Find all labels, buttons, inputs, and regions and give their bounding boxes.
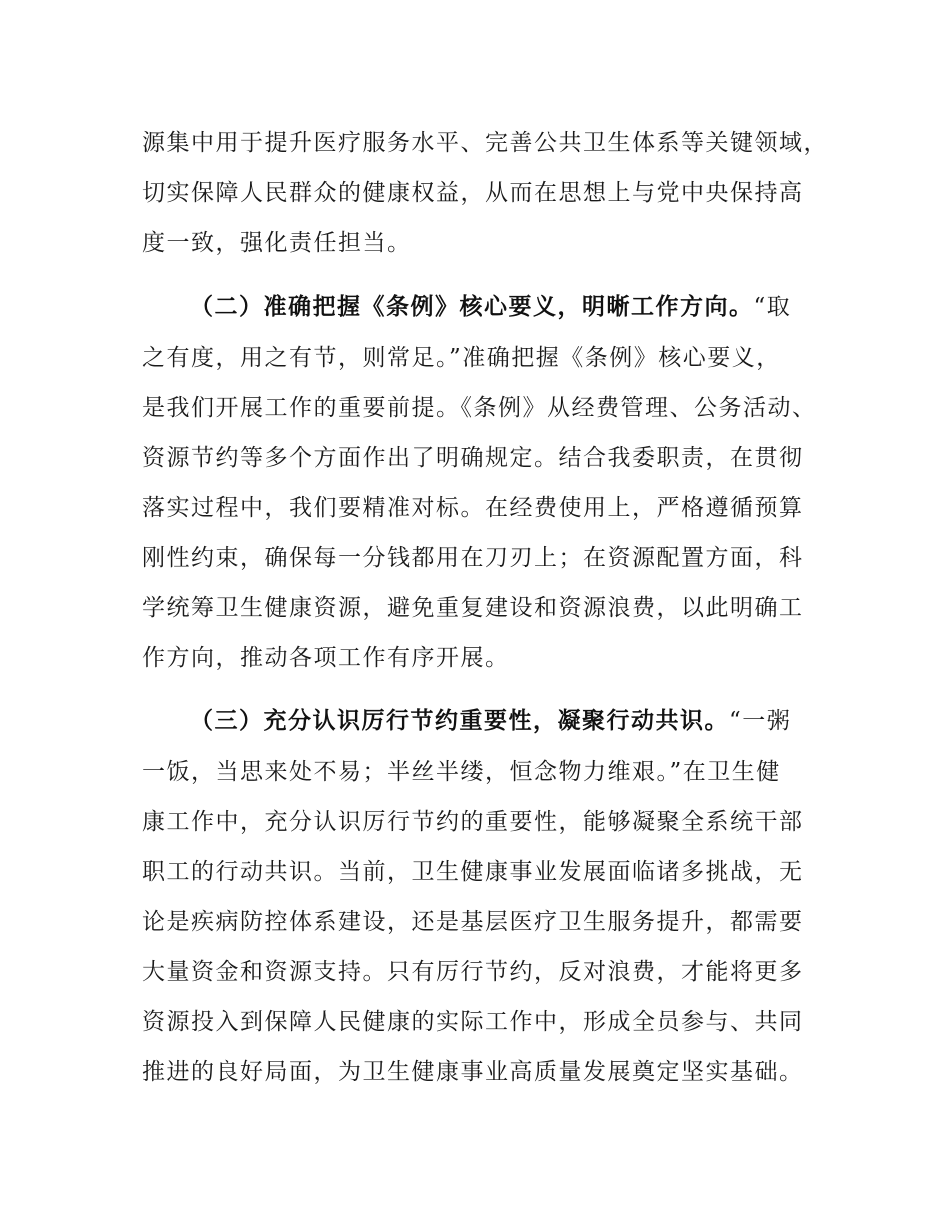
text-line: 学统筹卫生健康资源，避免重复建设和资源浪费，以此明确工 xyxy=(142,595,804,621)
text-line: 之有度，用之有节，则常足。”准确把握《条例》核心要义， xyxy=(142,345,781,371)
text-line: 资源节约等多个方面作出了明确规定。结合我委职责，在贯彻 xyxy=(142,445,804,471)
text-line: 作方向，推动各项工作有序开展。 xyxy=(142,645,510,671)
text-line: 一饭，当思来处不易；半丝半缕，恒念物力维艰。”在卫生健 xyxy=(142,759,781,785)
text-line: 推进的良好局面，为卫生健康事业高质量发展奠定坚实基础。 xyxy=(142,1059,804,1085)
text-line: 大量资金和资源支持。只有厉行节约，反对浪费，才能将更多 xyxy=(142,959,804,985)
text-line: 资源投入到保障人民健康的实际工作中，形成全员参与、共同 xyxy=(142,1009,804,1035)
text-line: 论是疾病防控体系建设，还是基层医疗卫生服务提升，都需要 xyxy=(142,909,804,935)
text-line: 源集中用于提升医疗服务水平、完善公共卫生体系等关键领域， xyxy=(142,130,828,156)
text-line: 度一致，强化责任担当。 xyxy=(142,230,412,256)
text-line: 落实过程中，我们要精准对标。在经费使用上，严格遵循预算 xyxy=(142,495,804,521)
text-span: “取 xyxy=(753,294,792,320)
text-line: 职工的行动共识。当前，卫生健康事业发展面临诸多挑战，无 xyxy=(142,859,804,885)
text-line: 康工作中，充分认识厉行节约的重要性，能够凝聚全系统干部 xyxy=(142,809,804,835)
section-heading-3: （三）充分认识厉行节约重要性，凝聚行动共识。 xyxy=(190,708,729,734)
section-heading-2: （二）准确把握《条例》核心要义，明晰工作方向。 xyxy=(190,294,754,320)
text-span: “一粥 xyxy=(729,708,792,734)
text-line: 切实保障人民群众的健康权益，从而在思想上与党中央保持高 xyxy=(142,180,804,206)
text-line: 是我们开展工作的重要前提。《条例》从经费管理、公务活动、 xyxy=(142,395,817,421)
text-line: 刚性约束，确保每一分钱都用在刀刃上；在资源配置方面，科 xyxy=(142,545,804,571)
